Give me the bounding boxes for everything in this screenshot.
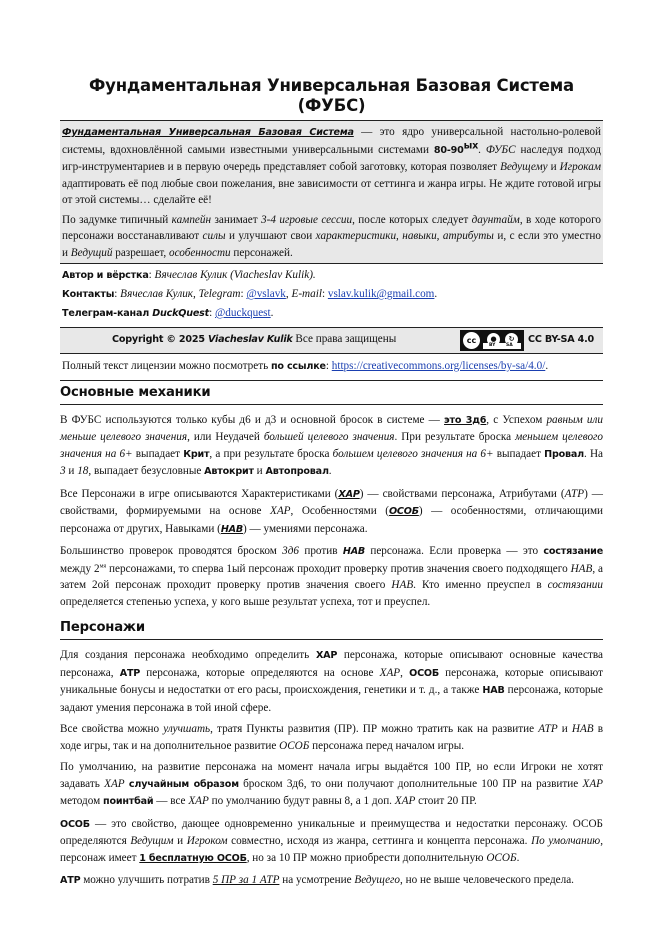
text: — все — [153, 795, 189, 807]
term: ОСОБ — [279, 739, 310, 752]
term: ОСОБ — [388, 506, 419, 517]
text: . — [328, 465, 332, 477]
mechanics-paragraph-3 — [60, 543, 603, 610]
sa-cycle-icon: ↻ — [505, 333, 518, 346]
text: . — [270, 307, 274, 319]
term-fail: Провал — [544, 448, 584, 460]
text: и, с если это уместно и — [62, 230, 601, 259]
text: . — [478, 143, 486, 156]
term-gm: Ведущему — [500, 161, 548, 173]
cc-by-sa-icon — [460, 330, 524, 351]
text: , тратя Пункты развития (ПР). ПР можно тратить как на развитие — [210, 723, 539, 735]
term-campaign: кампейн — [171, 213, 212, 226]
characters-paragraph-5 — [60, 872, 603, 890]
term-autofail: Автопровал — [265, 466, 329, 477]
contacts-label: Контакты — [62, 289, 115, 300]
cc-icon: cc — [463, 332, 480, 349]
text: , — [400, 666, 410, 679]
term: 1 бесплатную ОСОБ — [139, 852, 247, 864]
text: ) — свойствами персонажа, Атрибутами ( — [359, 487, 565, 500]
system-name: Фундаментальная Универсальная Базовая Система — [62, 127, 354, 138]
license-name: CC BY-SA 4.0 — [528, 334, 594, 345]
channel-link[interactable]: @duckquest — [214, 307, 271, 319]
term-crit: Крит — [183, 448, 210, 460]
text: выпадает — [132, 447, 184, 460]
text: ) — особенностями, отличающими персонажа от других, Навыками ( — [60, 505, 604, 535]
text: — это свойство, дающее одновременно уникальные и преимущества и недостатки персонажу. ОСОБ определяются — [60, 817, 603, 847]
text: против — [299, 545, 343, 557]
license-line — [60, 354, 603, 381]
channel-line — [62, 304, 601, 323]
term: 5 ПР за 1 АТР — [212, 874, 280, 886]
text: мя — [99, 562, 107, 569]
term-autocrit: Автокрит — [204, 466, 254, 477]
term: НАВ — [570, 562, 593, 575]
mechanics-paragraph-1 — [60, 412, 603, 481]
sa-label: SA — [506, 343, 513, 348]
text: : — [325, 360, 332, 372]
text: броском 3д6, то они получают дополнительные 100 ПР на развитие — [238, 777, 583, 790]
text: Все Персонажи в игре описываются Характеристиками ( — [60, 487, 339, 500]
by-person-icon: ● — [487, 333, 500, 346]
text: , выпадает безусловные — [88, 465, 205, 477]
text: персонажами, то сперва 1ый персонаж проходит проверку против значения своего подходящего — [106, 562, 571, 575]
text: ) — свойствами, формируемыми на основе — [60, 487, 603, 517]
contacts-name: Вячеслав Кулик, Telegram — [120, 288, 241, 300]
text: между 2 — [60, 562, 100, 575]
term: ХАР — [338, 488, 360, 500]
credits — [60, 264, 603, 325]
text: , с Успехом — [486, 413, 547, 426]
term: случайным образом — [128, 778, 239, 790]
section-heading-characters: Персонажи — [60, 616, 603, 640]
term: 3д6 — [282, 545, 300, 557]
text: ) — умениями персонажа. — [243, 522, 368, 535]
term: состязании — [547, 579, 603, 591]
term-core-roll: это 3д6 — [444, 414, 487, 426]
term: НАВ — [342, 546, 366, 557]
term: равным или меньше целевого значения — [60, 413, 603, 443]
channel-name: DuckQuest — [152, 308, 210, 319]
text: в ходе игры, так и на дополнительное развитие — [60, 723, 604, 752]
license-url-link[interactable]: https://creativecommons.org/licenses/by-sa/4.0/ — [331, 360, 546, 372]
era-term: 80-90 — [433, 144, 464, 156]
term-forces: силы — [202, 230, 226, 242]
text: . — [434, 288, 438, 300]
intro-paragraph-1 — [62, 124, 601, 209]
characters-paragraph-2 — [60, 721, 603, 754]
intro-box — [60, 120, 603, 264]
text: : — [114, 288, 121, 300]
text: персонажа, которые задают умения персонажа в той иной сфере. — [60, 684, 603, 714]
term: НАВ — [391, 579, 414, 591]
text: . Кто именно преуспел в — [413, 579, 548, 591]
term: НАВ — [571, 723, 594, 735]
term: Ведущим — [130, 835, 174, 847]
term: меньшем целевого значения на 6+ — [60, 431, 604, 460]
text: Полный текст лицензии можно посмотреть — [62, 360, 271, 372]
term: 18 — [77, 465, 89, 477]
text: стоит 20 ПР. — [415, 795, 477, 807]
text: и — [65, 465, 78, 477]
term: АТР — [564, 487, 585, 500]
author-value: Вячеслав Кулик (Viacheslav Kulik). — [154, 269, 316, 281]
mechanics-paragraph-2 — [60, 486, 603, 539]
system-abbr: ФУБС — [485, 143, 516, 156]
term-downtime: даунтайм — [471, 213, 520, 226]
copyright-bar — [60, 327, 603, 354]
text: . На — [584, 447, 603, 460]
characters-paragraph-1 — [60, 647, 603, 716]
text: , а затем 2ой персонаж проходит проверку против значения своего — [60, 562, 604, 591]
text: адаптировать её под любые свои пожелания, вне зависимости от сеттинга и жанра игры. Не ждите готовой игры от этой системы… сделайте её! — [62, 177, 601, 206]
term-stats: характеристики, навыки, атрибуты — [315, 230, 494, 242]
text: персонажа. Если проверка — это — [365, 545, 544, 557]
text: В ФУБС используются только кубы д6 и д3 и основной бросок в системе — — [60, 413, 445, 426]
characters-paragraph-3 — [60, 759, 603, 811]
term: НАВ — [482, 685, 505, 696]
intro-paragraph-2 — [62, 212, 601, 262]
text: разрешает, — [112, 246, 169, 259]
section-mechanics — [60, 381, 603, 611]
text: , в ходе которого персонажи восстанавливают — [62, 213, 601, 242]
term: ОСОБ — [486, 851, 517, 864]
email-link[interactable]: vslav.kulik@gmail.com — [327, 288, 435, 300]
term: ОСОБ — [60, 818, 90, 830]
text: персонажа, которые определяются на основе — [140, 666, 380, 679]
email-label: E-mail — [291, 288, 322, 300]
text: на усмотрение — [279, 874, 355, 886]
copyright-text — [112, 333, 396, 345]
term-gm: Ведущий — [70, 246, 113, 259]
text: и — [173, 835, 187, 847]
era-suffix: ых — [463, 139, 479, 151]
text: : — [321, 288, 328, 300]
author-line — [62, 266, 601, 285]
text: , персонаж имеет — [60, 835, 603, 864]
text: — это ядро универсальной настольно-ролевой системы, вдохновлённой самыми известными универсальными системами — [62, 126, 601, 156]
term-features: особенности — [168, 246, 231, 259]
term: большем целевого значения на 6+ — [332, 447, 494, 460]
section-characters — [60, 616, 603, 890]
text: персонажа, которые описывают основные качества персонажа, — [60, 649, 603, 679]
term: АТР — [119, 667, 141, 679]
text: и улучшают свои — [225, 230, 316, 242]
term: По умолчанию — [531, 835, 601, 847]
text: . При результате броска — [394, 431, 516, 443]
text: . — [516, 851, 520, 864]
term-sessions: 3-4 игровые сессии — [261, 213, 353, 226]
term-players: Игрокам — [559, 161, 601, 173]
channel-label: Телеграм-канал — [62, 308, 153, 319]
text: персонажей. — [230, 246, 293, 259]
term: улучшать — [163, 723, 211, 735]
text: совместно, исходя из жанра, сеттинга и концепта персонажа. — [227, 835, 532, 847]
text: по умолчанию будут равны 8, а 1 доп. — [208, 795, 395, 807]
cc-badge-bar — [483, 343, 521, 349]
text: персонажа перед началом игры. — [309, 739, 465, 752]
text: : — [240, 288, 247, 300]
text: , Особенностями ( — [290, 505, 389, 517]
text: , или Неудачей — [187, 431, 264, 443]
text: наследуя подход игр-инструментариев и в первую очередь представляет собой заготовку, которая позволяет — [62, 143, 602, 173]
text: выпадает — [493, 447, 545, 460]
term: поинтбай — [103, 796, 154, 807]
text: . — [545, 360, 549, 372]
text: определяется степенью успеха, у кого выше результат успеха, тот и преуспел. — [60, 595, 431, 608]
by-label: BY — [489, 343, 496, 348]
term: ХАР — [188, 795, 209, 807]
term: 3 — [60, 465, 66, 477]
text: По умолчанию, на развитие персонажа на момент начала игры выдаётся 100 ПР, но если Игроки не хотят задавать — [60, 761, 603, 790]
text: Большинство проверок проводятся броском — [60, 545, 283, 557]
term: АТР — [60, 875, 81, 886]
text: , — [285, 288, 292, 300]
text: и — [547, 161, 560, 173]
text: Для создания персонажа необходимо определить — [60, 649, 316, 661]
text: : — [209, 307, 215, 319]
text: , а при результате броска — [209, 447, 333, 460]
contacts-line — [62, 285, 601, 304]
term: Ведущего — [354, 874, 401, 886]
telegram-link[interactable]: @vslavk — [246, 288, 286, 300]
text: занимает — [211, 213, 262, 226]
text: : — [148, 269, 155, 281]
term: ХАР — [379, 666, 401, 679]
text: и — [253, 465, 266, 477]
text: персонажа, которые описывают уникальные бонусы и недостатки от его расы, происхождения, генетики и т. д., а также — [60, 666, 604, 696]
section-heading-mechanics: Основные механики — [60, 381, 603, 405]
text: , но за 10 ПР можно приобрести дополнительную — [246, 851, 487, 864]
copyright-holder: Viacheslav Kulik — [207, 334, 293, 345]
characters-paragraph-4 — [60, 816, 603, 868]
document-title: Фундаментальная Универсальная Базовая Система (ФУБС) — [89, 76, 574, 115]
term: ХАР — [394, 795, 416, 807]
term: Игроком — [186, 835, 228, 847]
term: ХАР — [104, 777, 125, 790]
license-link-label: по ссылке — [270, 361, 326, 372]
license-text — [62, 358, 601, 376]
term: НАВ — [220, 523, 244, 535]
text: и — [557, 723, 572, 735]
text: По задумке типичный — [62, 213, 172, 226]
rights-reserved: Все права защищены — [292, 333, 397, 345]
term: ХАР — [582, 777, 603, 790]
term: ОСОБ — [409, 667, 439, 679]
text: , после которых следует — [352, 213, 472, 226]
text: , но не выше человеческого предела. — [400, 874, 574, 886]
term: большей целевого значения — [263, 431, 395, 443]
copyright-prefix: Copyright © 2025 — [112, 334, 208, 345]
author-label: Автор и вёрстка — [62, 270, 149, 281]
text: можно улучшить потратив — [80, 874, 213, 886]
text: методом — [60, 795, 104, 807]
term: состязание — [543, 546, 603, 557]
text: Все свойства можно — [60, 723, 164, 735]
term: ХАР — [315, 650, 338, 661]
term: АТР — [538, 723, 558, 735]
term: ХАР — [270, 505, 291, 517]
